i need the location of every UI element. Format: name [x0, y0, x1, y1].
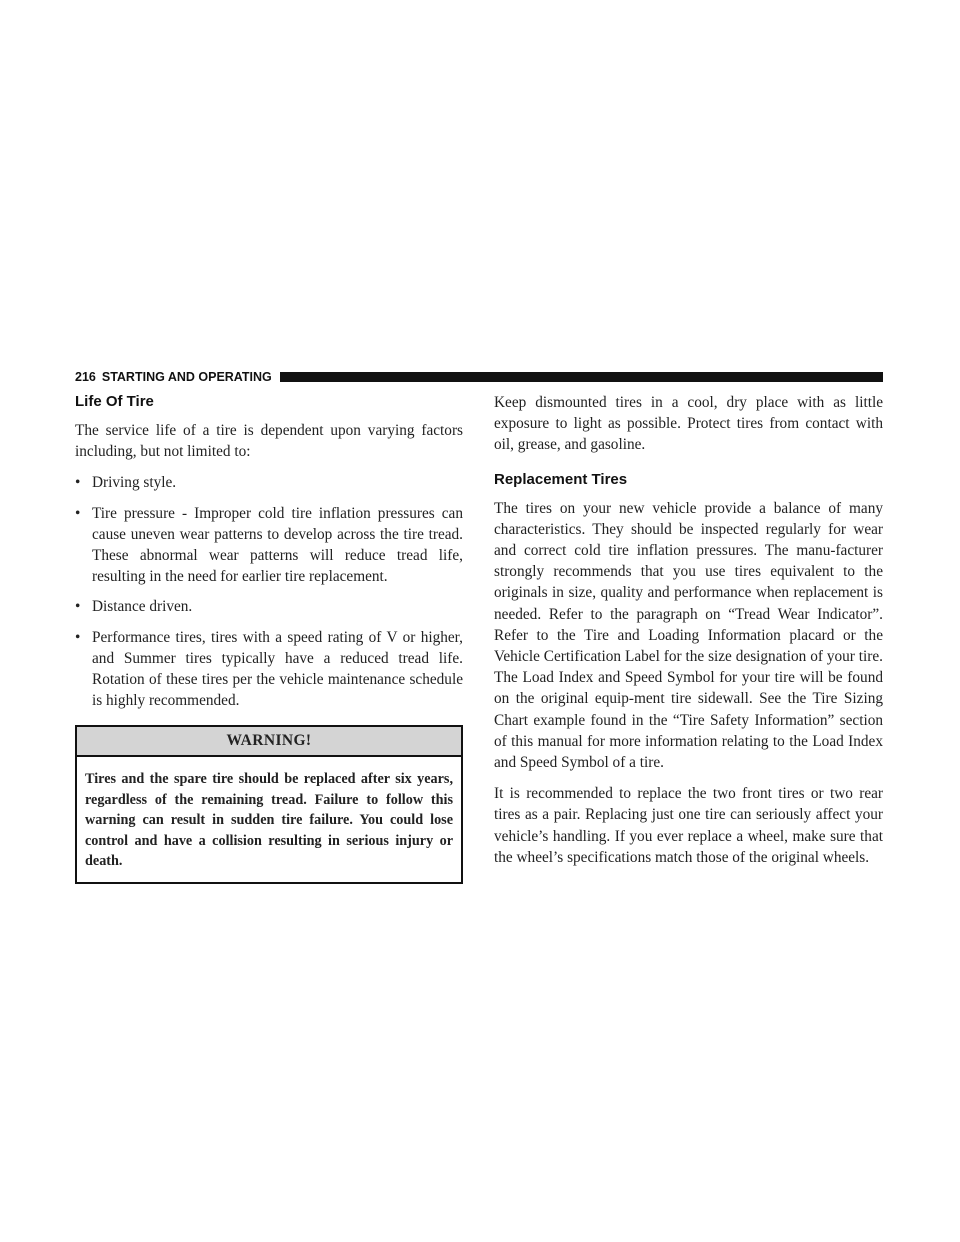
- list-item: • Driving style.: [75, 472, 463, 493]
- factor-list: [75, 472, 463, 711]
- storage-paragraph: Keep dismounted tires in a cool, dry place with as little exposure to light as possible. Protect tires from contact with oil, grease, and gasoline.: [494, 394, 883, 454]
- right-column: [494, 392, 883, 878]
- intro-paragraph: The service life of a tire is dependent upon varying factors including, but not limited to:: [75, 422, 463, 461]
- heading-life-of-tire: Life Of Tire: [75, 393, 154, 410]
- list-item: • Performance tires, tires with a speed rating of V or higher, and Summer tires typically have a reduced tread life. Rotation of these tires per the vehicle maintenance schedule is highly recommended.: [75, 628, 463, 710]
- heading-replacement-tires: Replacement Tires: [494, 470, 628, 488]
- header-rule: [280, 372, 883, 382]
- bullet-icon: •: [75, 504, 81, 522]
- bullet-icon: •: [75, 628, 81, 646]
- page-header: [75, 370, 883, 384]
- warning-title: WARNING!: [77, 727, 461, 757]
- warning-box: [75, 725, 463, 884]
- left-column: [75, 392, 463, 884]
- warning-text: Tires and the spare tire should be replaced after six years, regardless of the remaining tread. Failure to follow this warning can result in sudden tire failure. You could lose control and have a collision resulting in serious injury or death.: [85, 771, 453, 870]
- bullet-icon: •: [75, 598, 81, 616]
- bullet-icon: •: [75, 474, 81, 492]
- page-number: 216: [75, 370, 96, 384]
- replacement-paragraph: The tires on your new vehicle provide a balance of many characteristics. They should be inspected regularly for wear and correct cold tire inflation pressures. The manu-facturer strongly recommends that you use tires equivalent to the originals in size, quality and performance when replacement is needed. Refer to the paragraph on “Tread Wear Indicator”. Refer to the Tire and Loading Information placard or the Vehicle Certification Label for the size designation of your tire. The Load Index and Speed Symbol for your tire will be found on the original equip-ment tire sidewall. See the Tire Sizing Chart example found in the “Tire Safety Information” section of this manual for more information relating to the Load Index and Speed Symbol of a tire.: [494, 499, 883, 772]
- pair-replacement-paragraph: It is recommended to replace the two front tires or two rear tires as a pair. Replacing just one tire can seriously affect your vehicle’s handling. If you ever replace a wheel, make sure that the wheel’s specifications match those of the original wheels.: [494, 785, 883, 866]
- list-item: • Distance driven.: [75, 596, 463, 617]
- section-title: STARTING AND OPERATING: [101, 370, 272, 384]
- list-item: • Tire pressure - Improper cold tire inflation pressures can cause uneven wear patterns to develop across the tire tread. These abnormal wear patterns will reduce tread life, resulting in the need for earlier tire replacement.: [75, 504, 463, 586]
